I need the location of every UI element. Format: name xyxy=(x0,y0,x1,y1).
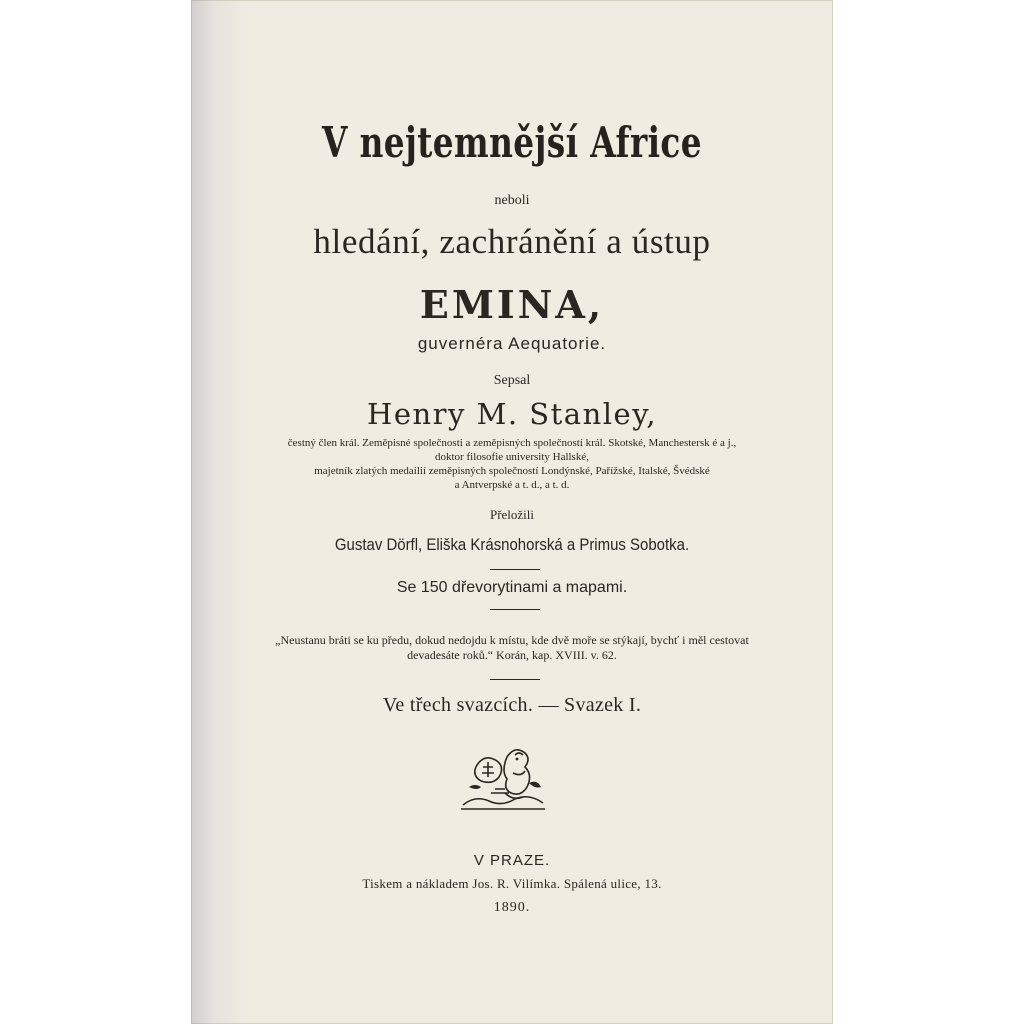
imprint-year: 1890. xyxy=(493,900,531,915)
divider xyxy=(490,679,540,680)
subject-role: guvernéra Aequatorie. xyxy=(417,334,607,353)
divider xyxy=(490,569,540,570)
book-subtitle: hledání, zachránění a ústup xyxy=(313,222,711,261)
written-by-label: Sepsal xyxy=(493,373,531,388)
book-title: V nejtemnější Africe xyxy=(321,118,703,167)
author-credential: čestný člen král. Zeměpisné společnosti a zeměpisných společností král. Skotské, Manchestersk é a j., xyxy=(287,437,737,449)
imprint-city: V PRAZE. xyxy=(473,852,551,869)
epigraph-line: devadesáte roků.“ Korán, kap. XVIII. v. 62. xyxy=(407,648,617,662)
author-name: Henry M. Stanley, xyxy=(367,397,657,431)
translated-by-label: Přeložili xyxy=(489,507,535,522)
connector-text: neboli xyxy=(494,193,530,208)
author-credential: majetník zlatých medailií zeměpisných společností Londýnské, Pařížské, Italské, Švédské xyxy=(314,465,710,477)
imprint-printer: Tiskem a nákladem Jos. R. Vilímka. Spálená ulice, 13. xyxy=(362,876,662,891)
publisher-lion-emblem-icon xyxy=(455,743,550,813)
divider xyxy=(490,609,540,610)
author-credential: a Antverpské a t. d., a t. d. xyxy=(454,479,570,491)
author-credential: doktor filosofie university Hallské, xyxy=(435,451,589,463)
translators: Gustav Dörfl, Eliška Krásnohorská a Primus Sobotka. xyxy=(334,535,690,554)
volume-info: Ve třech svazcích. — Svazek I. xyxy=(382,694,642,716)
epigraph-line: „Neustanu bráti se ku předu, dokud nedojdu k místu, kde dvě moře se stýkají, bychť i měl cestovat xyxy=(275,633,749,647)
illustrations-note: Se 150 dřevorytinami a mapami. xyxy=(396,579,628,596)
subject-name: EMINA, xyxy=(419,282,605,327)
